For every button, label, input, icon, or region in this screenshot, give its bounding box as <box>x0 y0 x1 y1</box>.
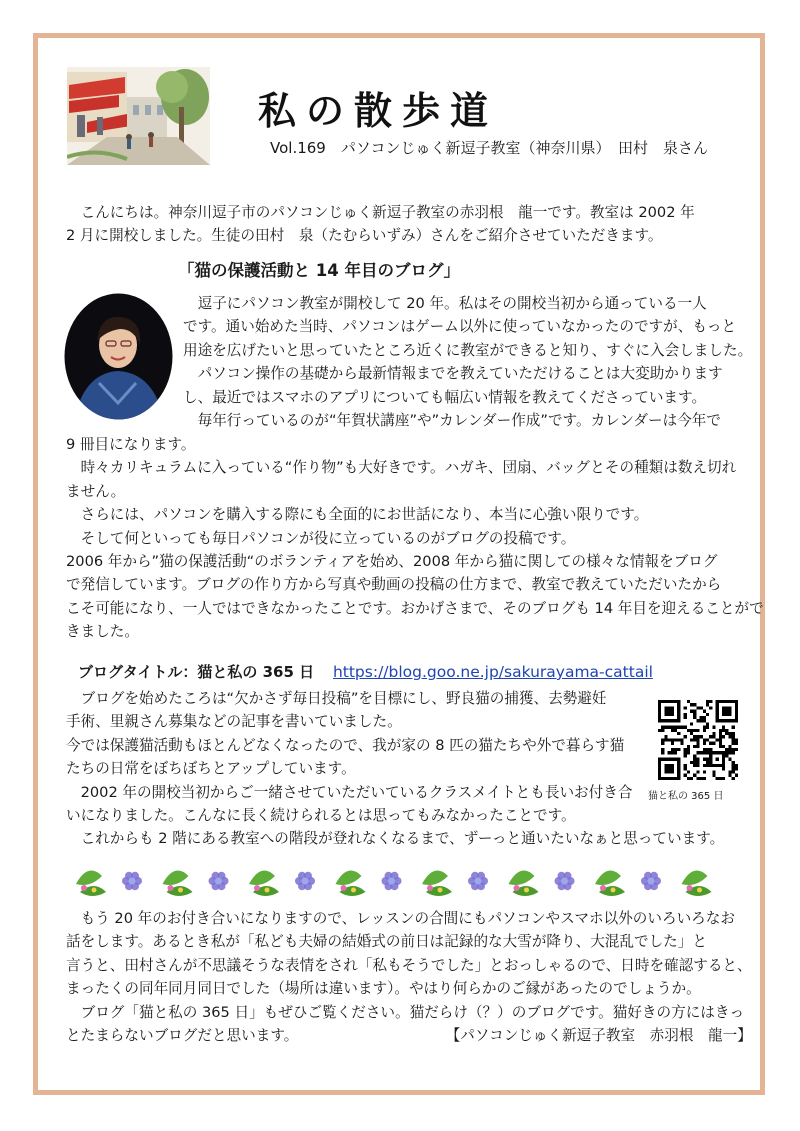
article-line: 時々カリキュラムに入っている“作り物”も大好きです。ハガキ、団扇、バッグとその種類は数え切れ <box>66 459 737 477</box>
article-line: パソコン操作の基礎から最新情報までを教えていただけることは大変助かります <box>183 365 723 383</box>
article-line: 2006 年から”猫の保護活動“のボランティアを始め、2008 年から猫に関しての様々な情報をブログ <box>66 553 718 571</box>
article-line: で発信しています。ブログの作り方から写真や動画の投稿の仕方まで、教室で教えていただいたから <box>66 576 722 594</box>
leaf-icon <box>163 871 193 896</box>
closing-last-text: とたまらないブログだと思います。 <box>66 1027 299 1045</box>
article-line: ません。 <box>66 482 126 500</box>
blog-line: いになりました。こんなに長く続けられるとは思ってもみなかったことです。 <box>66 807 576 825</box>
leaf-icon <box>595 871 625 896</box>
leaf-icon <box>422 871 452 896</box>
portrait-photo <box>64 293 173 420</box>
closing-line: 言うと、田村さんが不思議そうな表情をされ「私もそうでした」とおっしゃるので、日時を確認すると、 <box>66 956 752 974</box>
page-title: 私の散歩道 <box>258 88 499 133</box>
blog-line: これからも 2 階にある教室への階段が登れなくなるまで、ずーっと通いたいなぁと思っています。 <box>66 830 725 848</box>
blog-line: ブログを始めたころは“欠かさず毎日投稿”を目標にし、野良猫の捕獲、去勢避妊 <box>66 690 607 707</box>
closing-line: ブログ「猫と私の 365 日」もぜひご覧ください。猫だらけ（？）のブログです。猫好きの方にはきっ <box>66 1003 745 1021</box>
article-line: です。通い始めた当時、パソコンはゲーム以外に使っていなかったのですが、もっと <box>183 318 737 336</box>
leaf-icon <box>76 871 106 896</box>
blog-line: 2002 年の開校当初からご一緒させていただいているクラスメイトとも長いお付き合 <box>66 783 633 801</box>
closing-line: もう 20 年のお付き合いになりますので、レッスンの合間にもパソコンやスマホ以外のいろいろなお <box>66 910 735 927</box>
intro-line: 2 月に開校しました。生徒の田村 泉（たむらいずみ）さんをご紹介させていただきます。 <box>66 227 663 245</box>
article-line: 毎年行っているのが“年賀状講座”や”カレンダー作成”です。カレンダーは今年で <box>183 412 721 430</box>
closing-last-line <box>66 1024 752 1047</box>
article-line: こそ可能になり、一人ではできなかったことです。おかげさまで、そのブログも 14 年目を迎えることがで <box>66 599 764 617</box>
flower-icon <box>122 872 142 890</box>
article-line: 9 冊目になります。 <box>66 436 196 453</box>
blog-title-label: ブログタイトル：猫と私の 365 日 <box>78 663 315 681</box>
flower-icon <box>295 872 315 890</box>
intro-line: こんにちは。神奈川逗子市のパソコンじゅく新逗子教室の赤羽根 龍一です。教室は 2002 年 <box>66 204 695 221</box>
leaf-icon <box>336 871 366 896</box>
decorative-divider <box>76 862 726 900</box>
leaf-icon <box>249 871 279 896</box>
article-line: 逗子にパソコン教室が開校して 20 年。私はその開校当初から通っている一人 <box>183 295 707 312</box>
article-line: そして何といっても毎日パソコンが役に立っているのがブログの投稿です。 <box>66 529 576 547</box>
flower-icon <box>209 872 229 890</box>
blog-title-row <box>78 661 653 682</box>
flower-icon <box>382 872 402 890</box>
blog-line: たちの日常をぼちぼちとアップしています。 <box>66 760 356 778</box>
article-line: し、最近ではスマホのアプリについても幅広い情報を教えてくださっています。 <box>183 388 707 406</box>
signature: 【パソコンじゅく新逗子教室 赤羽根 龍一】 <box>445 1027 752 1045</box>
article-heading: 「猫の保護活動と 14 年目のブログ」 <box>178 261 460 280</box>
intro-paragraph <box>66 201 695 248</box>
article-line: 用途を広げたいと思っていたところ近くに教室ができると知り、すぐに入会しました。 <box>183 341 753 359</box>
article-line: さらには、パソコンを購入する際にも全面的にお世話になり、本当に心強い限りです。 <box>66 506 649 524</box>
street-illustration <box>67 67 210 165</box>
qr-code[interactable] <box>658 700 738 780</box>
blog-side-paragraph <box>66 687 724 851</box>
flower-icon <box>641 872 661 890</box>
flower-icon <box>468 872 488 890</box>
flower-icon <box>555 872 575 890</box>
article-line: きました。 <box>66 623 139 641</box>
blog-line: 手術、里親さん募集などの記事を書いていました。 <box>66 713 402 731</box>
qr-caption: 猫と私の 365 日 <box>648 791 724 802</box>
blog-url-link[interactable]: https://blog.goo.ne.jp/sakurayama-cattail <box>332 663 653 681</box>
closing-line: まったくの同年同月同日でした（場所は違います）。やはり何らかのご縁があったのでしょうか。 <box>66 980 701 998</box>
issue-subtitle: Vol.169 パソコンじゅく新逗子教室（神奈川県） 田村 泉さん <box>270 139 709 157</box>
leaf-icon <box>509 871 539 896</box>
closing-paragraph <box>66 907 752 1047</box>
closing-line: 話をします。あるとき私が「私ども夫婦の結婚式の前日は記録的な大雪が降り、大混乱でした」と <box>66 933 707 951</box>
article-side-paragraph <box>183 292 752 432</box>
leaf-icon <box>682 871 712 896</box>
blog-line: 今では保護猫活動もほとんどなくなったので、我が家の 8 匹の猫たちや外で暮らす猫 <box>66 736 625 754</box>
article-full-paragraph <box>66 433 764 644</box>
